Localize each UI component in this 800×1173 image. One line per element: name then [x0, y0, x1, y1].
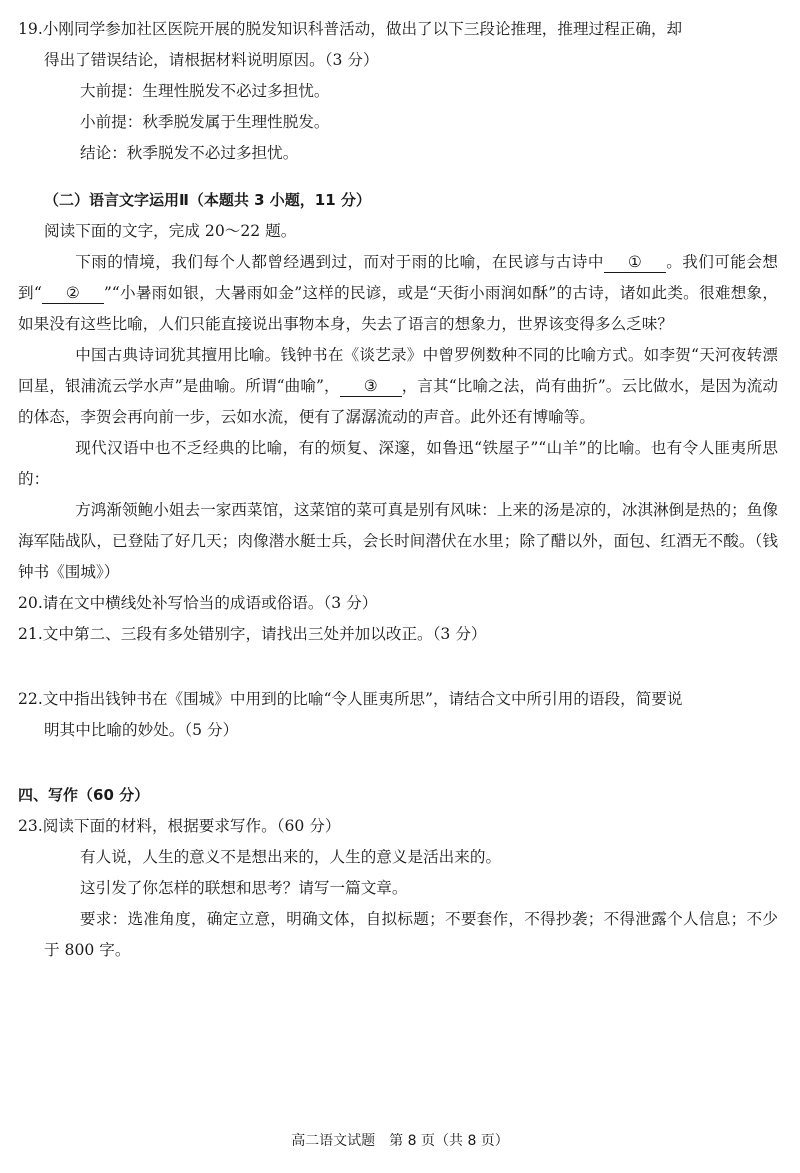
question-23: 23.阅读下面的材料，根据要求写作。（60 分） — [18, 817, 341, 835]
section-2-heading: （二）语言文字运用Ⅱ（本题共 3 小题，11 分） — [44, 191, 371, 209]
section-2 — [18, 185, 778, 588]
writing-requirement: 要求：选准角度，确定立意，明确文体，自拟标题；不要套作，不得抄袭；不得泄露个人信息；不少于 800 字。 — [44, 910, 778, 959]
section-4-heading: 四、写作（60 分） — [18, 786, 150, 804]
question-22-line2: 明其中比喻的妙处。（5 分） — [44, 721, 239, 739]
p1-text-c: ”“小暑雨如银，大暑雨如金”这样的民谚，或是“天街小雨润如酥”的古诗，诸如此类。很难想象，如果没有这些比喻，人们只能直接说出事物本身，失去了语言的想象力，世界该变得多么乏味？ — [18, 284, 778, 333]
q19-major-premise: 大前提：生理性脱发不必过多担忧。 — [80, 82, 330, 100]
blank-1: ① — [604, 252, 666, 273]
q19-minor-premise: 小前提：秋季脱发属于生理性脱发。 — [80, 113, 330, 131]
q19-stem-line1: 19.小刚同学参加社区医院开展的脱发知识科普活动，做出了以下三段论推理，推理过程正确，却 — [18, 20, 683, 38]
blank-2: ② — [42, 283, 104, 304]
section-2-instruction: 阅读下面的文字，完成 20～22 题。 — [44, 222, 297, 240]
q19-stem-line2: 得出了错误结论，请根据材料说明原因。（3 分） — [44, 51, 379, 69]
question-22-line1: 22.文中指出钱钟书在《围城》中用到的比喻“令人匪夷所思”，请结合文中所引用的语段，简要说 — [18, 690, 683, 708]
question-21: 21.文中第二、三段有多处错别字，请找出三处并加以改正。（3 分） — [18, 625, 487, 643]
p1-text-b: 。我们可能会想到“ — [18, 253, 778, 302]
section-4 — [18, 780, 778, 966]
writing-material-1: 有人说，人生的意义不是想出来的，人生的意义是活出来的。 — [80, 848, 502, 866]
question-20: 20.请在文中横线处补写恰当的成语或俗语。（3 分） — [18, 594, 378, 612]
p2-text-b: ，言其“比喻之法，尚有曲折”。云比做水，是因为流动的体态，李贺会再向前一步，云如水流，便有了潺潺流动的声音。此外还有博喻等。 — [18, 377, 778, 426]
weicheng-quote: 方鸿渐领鲍小姐去一家西菜馆，这菜馆的菜可真是别有风味：上来的汤是凉的，冰淇淋倒是热的；鱼像海军陆战队，已登陆了好几天；肉像潜水艇士兵，会长时间潜伏在水里；除了醋以外，面包、红酒无不酸。（钱钟书《围城》） — [18, 501, 778, 581]
passage-paragraph-1 — [18, 247, 778, 340]
passage-paragraph-3: 现代汉语中也不乏经典的比喻，有的烦复、深邃，如鲁迅“铁屋子”“山羊”的比喻。也有令人匪夷所思的： — [18, 439, 778, 488]
p1-text-a: 下雨的情境，我们每个人都曾经遇到过，而对于雨的比喻，在民谚与古诗中 — [75, 253, 604, 271]
writing-material-2: 这引发了你怎样的联想和思考？请写一篇文章。 — [80, 879, 408, 897]
q19-conclusion: 结论：秋季脱发不必过多担忧。 — [80, 144, 299, 162]
question-19 — [18, 14, 778, 169]
page-footer: 高二语文试题 第 8 页（共 8 页） — [291, 1133, 509, 1149]
passage-paragraph-2 — [18, 340, 778, 433]
p2-text-a: 中国古典诗词犹其擅用比喻。钱钟书在《谈艺录》中曾罗例数种不同的比喻方式。如李贺“天河夜转漂回星，银浦流云学水声”是曲喻。所谓“曲喻”， — [18, 346, 778, 395]
blank-3: ③ — [340, 376, 402, 397]
